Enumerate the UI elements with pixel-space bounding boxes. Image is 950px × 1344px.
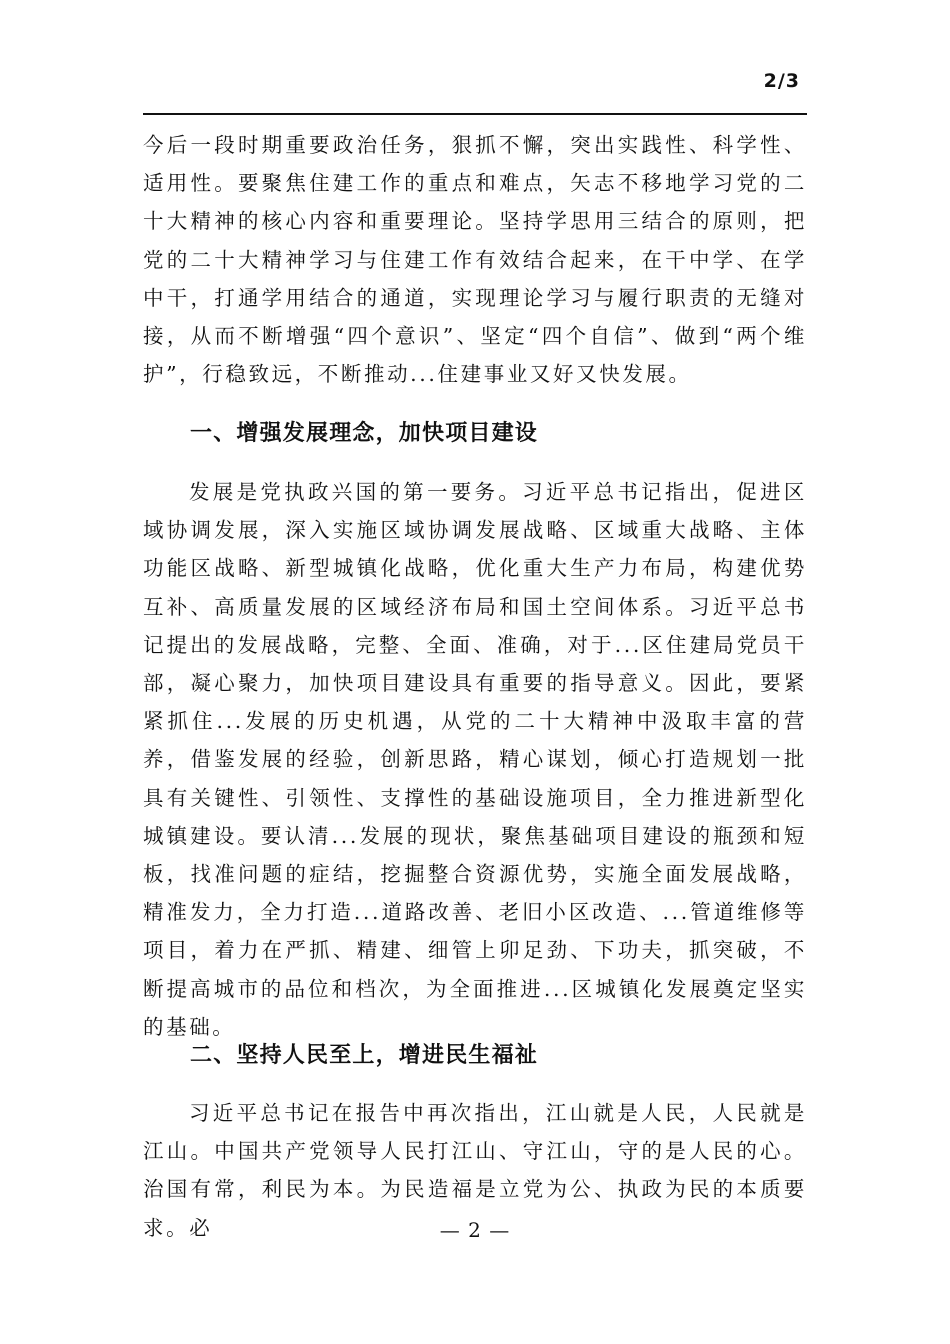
- section-2-paragraph: 习近平总书记在报告中再次指出，江山就是人民，人民就是江山。中国共产党领导人民打江山、守江山，守的是人民的心。治国有常，利民为本。为民造福是立党为公、执政为民的本质要求。必: [143, 1101, 807, 1240]
- header-rule: [143, 113, 807, 115]
- section-heading-2: 二、坚持人民至上，增进民生福祉: [190, 1043, 539, 1068]
- page-indicator: 2/3: [763, 70, 800, 92]
- continued-paragraph: 今后一段时期重要政治任务，狠抓不懈，突出实践性、科学性、适用性。要聚焦住建工作的重点和难点，矢志不移地学习党的二十大精神的核心内容和重要理论。坚持学思用三结合的原则，把党的二十大精神学习与住建工作有效结合起来，在干中学、在学中干，打通学用结合的通道，实现理论学习与履行职责的无缝对接，从而不断增强“四个意识”、坚定“四个自信”、做到“两个维护”，行稳致远，不断推动...住建事业又好又快发展。: [143, 133, 807, 387]
- section-heading-1: 一、增强发展理念，加快项目建设: [190, 421, 539, 446]
- section-1-paragraph: 发展是党执政兴国的第一要务。习近平总书记指出，促进区域协调发展，深入实施区域协调发展战略、区域重大战略、主体功能区战略、新型城镇化战略，优化重大生产力布局，构建优势互补、高质量发展的区域经济布局和国土空间体系。习近平总书记提出的发展战略，完整、全面、准确，对于...区住建局党员干部，凝心聚力，加快项目建设具有重要的指导意义。因此，要紧紧抓住...发展的历史机遇，从党的二十大精神中汲取丰富的营养，借鉴发展的经验，创新思路，精心谋划，倾心打造规划一批具有关键性、引领性、支撑性的基础设施项目，全力推进新型化城镇建设。要认清...发展的现状，聚焦基础项目建设的瓶颈和短板，找准问题的症结，挖掘整合资源优势，实施全面发展战略，精准发力，全力打造...道路改善、老旧小区改造、...管道维修等项目，着力在严抓、精建、细管上卯足劲、下功夫，抓突破，不断提高城市的品位和档次，为全面推进...区城镇化发展奠定坚实的基础。: [143, 480, 807, 1039]
- page-number: — 2 —: [439, 1218, 511, 1242]
